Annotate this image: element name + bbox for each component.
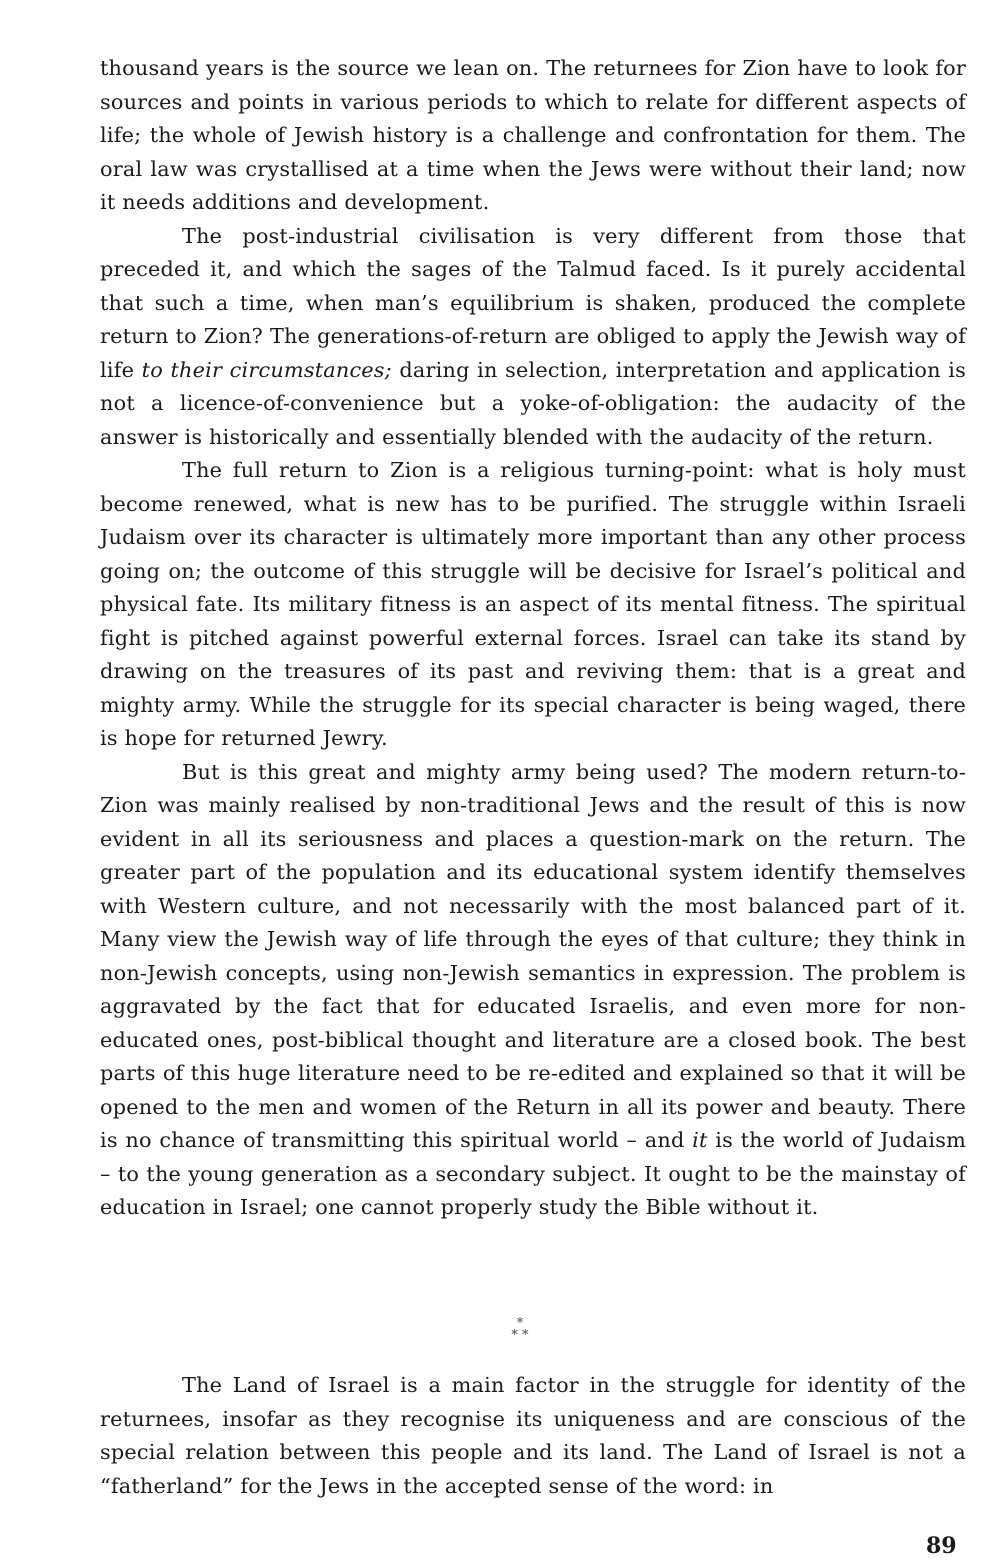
section-separator-asterisks: * * * [511, 1316, 529, 1343]
paragraph-text: is the world of Judaism – to the young generation as a secondary subject. It ought to be the mainstay of education in Israel; one cannot properly study the Bible without it. [100, 1128, 966, 1219]
paragraph-land-of-israel: The Land of Israel is a main factor in the struggle for identity of the returnees, insofar as they recognise its uniqueness and are conscious of the special relation between this people and its land. The Land of Israel is not a “fatherland” for the Jews in the accepted sense of the word: in [100, 1373, 966, 1498]
paragraph-text: But is this great and mighty army being used? The modern return-to-Zion was mainly realised by non-traditional Jews and the result of this is now evident in all its seriousness and places a question-mark on the return. The greater part of the population and its educational system identify themselves with Western culture, and not necessarily with the most balanced part of it. Many view the Jewish way of life through the eyes of that culture; they think in non-Jewish concepts, using non-Jewish semantics in expression. The problem is aggravated by the fact that for educated Israelis, and even more for non-educated ones, post-biblical thought and literature are a closed book. The best parts of this huge literature need to be re-edited and explained so that it will be opened to the men and women of the Return in all its power and beauty. There is no chance of transmitting this spiritual world – and [100, 759, 966, 1152]
paragraph-post-industrial [100, 220, 966, 455]
italic-word: it [692, 1128, 708, 1152]
paragraph-text: daring in selection, interpretation and application is not a licence-of-convenience but a yoke-of-obligation: the audacity of the answer is historically and essentially blended with the audacity of the return. [100, 357, 966, 449]
paragraph-continuation: thousand years is the source we lean on. The returnees for Zion have to look for sources and points in various periods to which to relate for different aspects of life; the whole of Jewish history is a challenge and confrontation for them. The oral law was crystallised at a time when the Jews were without their land; now it needs additions and development. [100, 56, 966, 214]
lower-text-block [100, 1369, 966, 1503]
paragraph-text: The post-industrial civilisation is very different from those that preceded it, and which the sages of the Talmud faced. Is it purely accidental that such a time, when man’s equilibrium is shaken, produced the complete return to Zion? The generations-of-return are obliged to apply the Jewish way of life [100, 223, 966, 382]
paragraph-mighty-army [100, 756, 966, 1225]
italic-phrase: to their circumstances; [141, 357, 392, 382]
paragraph-religious-turning-point: The full return to Zion is a religious turning-point: what is holy must become renewed, what is new has to be purified. The struggle within Israeli Judaism over its character is ultimately more important than any other process going on; the outcome of this struggle will be decisive for Israel’s political and physical fate. Its military fitness is an aspect of its mental fitness. The spiritual fight is pitched against powerful external forces. Israel can take its stand by drawing on the treasures of its past and reviving them: that is a great and mighty army. While the struggle for its special character is being waged, there is hope for returned Jewry. [100, 458, 966, 750]
page-number: 89 [926, 1533, 957, 1559]
main-text-block [100, 52, 966, 1225]
